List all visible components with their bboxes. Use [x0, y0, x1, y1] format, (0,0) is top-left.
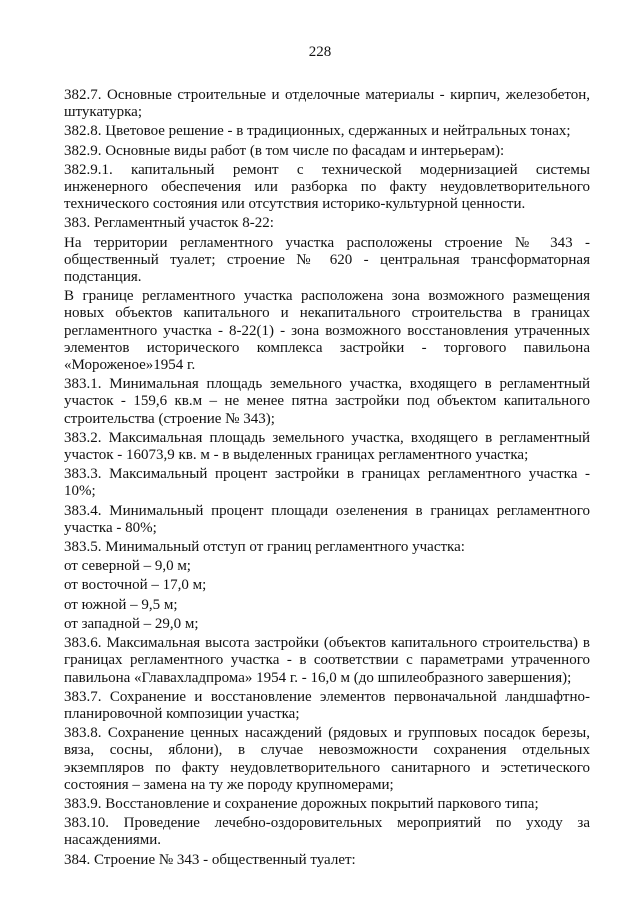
paragraph: На территории регламентного участка расположены строение № 343 - общественный туалет; строение № 620 - центральная трансформаторная подстанция. [64, 234, 590, 286]
paragraph: 382.9. Основные виды работ (в том числе по фасадам и интерьерам): [64, 142, 505, 159]
setback-item: от восточной – 17,0 м; [64, 577, 207, 594]
setback-item: от северной – 9,0 м; [64, 558, 191, 575]
paragraph: 383.2. Максимальная площадь земельного участка, входящего в регламентный участок - 16073,9 кв. м - в выделенных границах регламентного участка; [64, 429, 590, 464]
section-heading: 383. Регламентный участок 8-22: [64, 215, 274, 232]
paragraph: 383.4. Минимальный процент площади озеленения в границах регламентного участка - 80%; [64, 502, 590, 536]
paragraph: 383.3. Максимальный процент застройки в границах регламентного участка - 10%; [64, 466, 590, 500]
paragraph: 383.6. Максимальная высота застройки (объектов капитального строительства) в границах регламентного участка - в соответствии с параметрами утраченного павильона «Главахладпрома» 1954 г. - 16,0 м (до шпилеобразного завершения); [64, 635, 590, 686]
paragraph: 383.10. Проведение лечебно-оздоровительных мероприятий по уходу за насаждениями. [64, 815, 590, 849]
setback-item: от южной – 9,5 м; [64, 596, 178, 613]
paragraph: В границе регламентного участка расположена зона возможного размещения новых объектов капитального и некапитального строительства в границах регламентного участка - 8-22(1) - зона возможного восстановления утраченных элементов исторического комплекса застройки - торгового павильона «Мороженое»1954 г. [64, 288, 590, 374]
paragraph: 383.5. Минимальный отступ от границ регламентного участка: [64, 539, 465, 556]
paragraph: 383.7. Сохранение и восстановление элементов первоначальной ландшафтно-планировочной композиции участка; [64, 688, 590, 722]
paragraph: 382.7. Основные строительные и отделочные материалы - кирпич, железобетон, штукатурка; [64, 87, 590, 121]
paragraph: 383.9. Восстановление и сохранение дорожных покрытий паркового типа; [64, 795, 539, 812]
paragraph: 383.1. Минимальная площадь земельного участка, входящего в регламентный участок - 159,6 кв.м – не менее пятна застройки под объектом капитального строительства (строение № 343); [64, 376, 590, 427]
paragraph: 382.9.1. капитальный ремонт с технической модернизацией системы инженерного обеспечения или разборка по факту неудовлетворительного технического состояния или отсутствия историко-культурной ценности. [64, 161, 590, 213]
paragraph: 382.8. Цветовое решение - в традиционных, сдержанных и нейтральных тонах; [64, 123, 571, 140]
paragraph: 383.8. Сохранение ценных насаждений (рядовых и групповых посадок березы, вяза, сосны, яблони), в случае невозможности сохранения отдельных экземпляров по факту неудовлетворительного санитарного и эстетического состояния – замена на ту же породу крупномерами; [64, 725, 590, 793]
section-heading: 384. Строение № 343 - общественный туалет: [64, 851, 356, 868]
page-number: 228 [308, 44, 332, 60]
setback-item: от западной – 29,0 м; [64, 615, 199, 632]
document-body [64, 87, 590, 871]
